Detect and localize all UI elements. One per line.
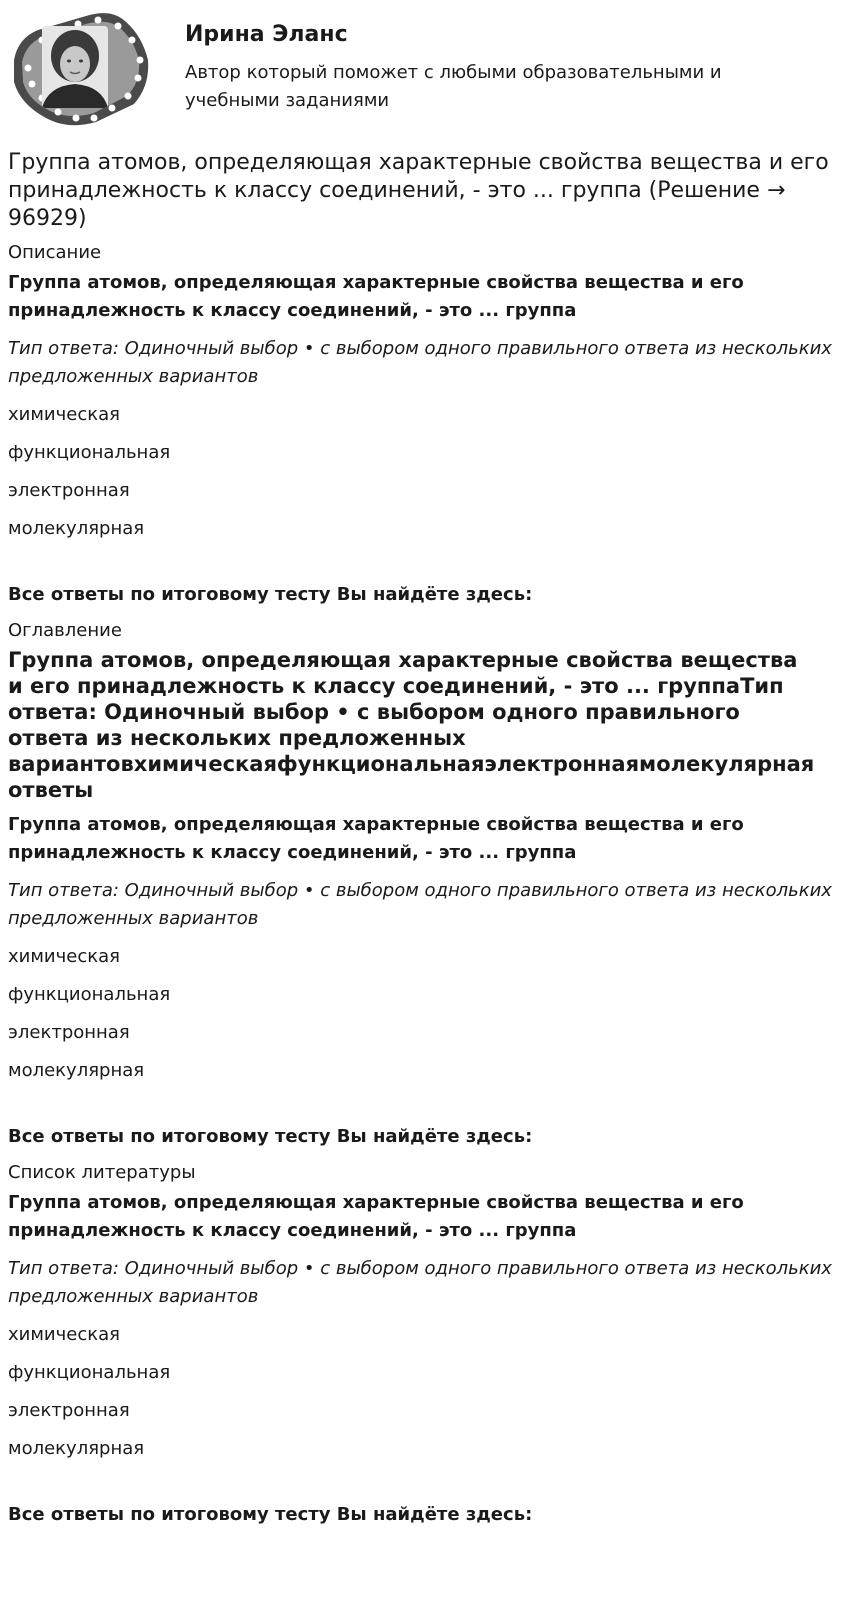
answer-option: химическая bbox=[8, 1324, 120, 1345]
answer-option: функциональная bbox=[8, 1362, 171, 1383]
answer-option: электронная bbox=[8, 1022, 130, 1043]
contents-heading-line: ответа из нескольких предложенных bbox=[8, 726, 466, 750]
question-text: Группа атомов, определяющая характерные свойства вещества и его принадлежность к классу соединений, - это ... группа bbox=[8, 1192, 744, 1241]
all-answers-note: Все ответы по итоговому тесту Вы найдёте здесь: bbox=[8, 1126, 533, 1147]
author-name: Ирина Эланс bbox=[185, 22, 348, 47]
section-description bbox=[8, 241, 839, 609]
answer-option: молекулярная bbox=[8, 1438, 145, 1459]
answer-option: электронная bbox=[8, 480, 130, 501]
contents-heading-line: Группа атомов, определяющая характерные свойства вещества bbox=[8, 648, 798, 672]
contents-heading-line: ответа: Одиночный выбор • с выбором одного правильного bbox=[8, 700, 740, 724]
answer-option: химическая bbox=[8, 946, 120, 967]
contents-heading bbox=[8, 647, 839, 803]
answer-type: Тип ответа: Одиночный выбор • с выбором одного правильного ответа из нескольких предложенных вариантов bbox=[8, 338, 832, 387]
answer-option: электронная bbox=[8, 1400, 130, 1421]
section-contents bbox=[8, 619, 839, 1151]
section-label: Описание bbox=[8, 242, 102, 263]
answer-type: Тип ответа: Одиночный выбор • с выбором одного правильного ответа из нескольких предложенных вариантов bbox=[8, 880, 832, 929]
author-card bbox=[8, 8, 839, 126]
answer-type: Тип ответа: Одиночный выбор • с выбором одного правильного ответа из нескольких предложенных вариантов bbox=[8, 1258, 832, 1307]
author-avatar bbox=[8, 8, 150, 126]
answer-option: молекулярная bbox=[8, 518, 145, 539]
question-text: Группа атомов, определяющая характерные свойства вещества и его принадлежность к классу соединений, - это ... группа bbox=[8, 272, 744, 321]
answer-option: функциональная bbox=[8, 984, 171, 1005]
author-description: Автор который поможет с любыми образовательными и учебными заданиями bbox=[185, 62, 722, 111]
contents-heading-line: ответы bbox=[8, 778, 94, 802]
contents-heading-line: вариантовхимическаяфункциональнаяэлектроннаямолекулярная bbox=[8, 752, 815, 776]
section-references bbox=[8, 1161, 839, 1529]
all-answers-note: Все ответы по итоговому тесту Вы найдёте здесь: bbox=[8, 1504, 533, 1525]
page-title: Группа атомов, определяющая характерные свойства вещества и его принадлежность к классу соединений, - это ... группа (Решение → 96929) bbox=[8, 150, 829, 231]
answer-option: функциональная bbox=[8, 442, 171, 463]
section-label: Оглавление bbox=[8, 620, 122, 641]
answer-option: химическая bbox=[8, 404, 120, 425]
answer-option: молекулярная bbox=[8, 1060, 145, 1081]
contents-heading-line: и его принадлежность к классу соединений, - это ... группаТип bbox=[8, 674, 784, 698]
main-content bbox=[8, 149, 839, 1539]
all-answers-note: Все ответы по итоговому тесту Вы найдёте здесь: bbox=[8, 584, 533, 605]
question-text: Группа атомов, определяющая характерные свойства вещества и его принадлежность к классу соединений, - это ... группа bbox=[8, 814, 744, 863]
section-label: Список литературы bbox=[8, 1162, 196, 1183]
